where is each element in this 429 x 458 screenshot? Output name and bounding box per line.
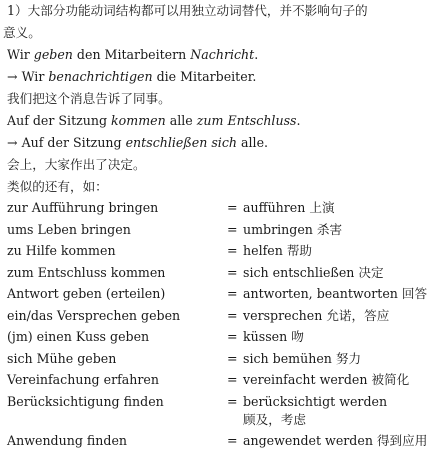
equals-sign: =: [227, 222, 238, 237]
pair-left: ein/das Versprechen geben: [7, 308, 181, 323]
pair-left: zur Aufführung bringen: [7, 200, 159, 215]
emphasis-noun: zum Entschluss: [196, 113, 297, 128]
emphasis-verb: entschließen sich: [125, 135, 238, 150]
pair-right: helfen 帮助: [243, 243, 313, 258]
pair-left: Vereinfachung erfahren: [7, 372, 159, 387]
pair-left: Antwort geben (erteilen): [7, 286, 166, 301]
intro-line-2: 意义。: [3, 25, 41, 40]
example-2-translation: 会上，大家作出了决定。: [7, 157, 146, 172]
pair-right: küssen 吻: [243, 329, 304, 344]
equals-sign: =: [227, 433, 238, 448]
pair-left: zu Hilfe kommen: [7, 243, 116, 258]
text-segment: Auf der Sitzung: [7, 113, 112, 128]
pair-left: Berücksichtigung finden: [7, 394, 164, 409]
text-segment: .: [296, 113, 301, 128]
pair-right-continuation: 顾及，考虑: [243, 412, 306, 427]
equals-sign: =: [227, 286, 238, 301]
pair-right: vereinfacht werden 被简化: [243, 372, 410, 387]
arrow-icon: →: [7, 69, 18, 84]
equals-sign: =: [227, 351, 238, 366]
pair-right: versprechen 允诺，答应: [243, 308, 390, 323]
pair-left: Anwendung finden: [7, 433, 128, 448]
equals-sign: =: [227, 243, 238, 258]
equals-sign: =: [227, 394, 238, 409]
equals-sign: =: [227, 265, 238, 280]
text-segment: die Mitarbeiter.: [152, 69, 257, 84]
text-segment: .: [254, 47, 259, 62]
example-1-german-sentence: [7, 47, 258, 63]
emphasis-noun: Nachricht: [190, 47, 255, 62]
equals-sign: =: [227, 372, 238, 387]
text-segment: den Mitarbeitern: [72, 47, 191, 62]
emphasis-verb: kommen: [111, 113, 166, 128]
example-2-rewrite: [7, 135, 268, 151]
text-segment: alle.: [237, 135, 269, 150]
example-1-rewrite: [7, 69, 256, 85]
text-segment: Wir: [7, 47, 34, 62]
pair-right: sich bemühen 努力: [243, 351, 362, 366]
example-2-german-sentence: [7, 113, 301, 129]
pair-right: antworten, beantworten 回答: [243, 286, 428, 301]
equals-sign: =: [227, 308, 238, 323]
equals-sign: =: [227, 200, 238, 215]
equals-sign: =: [227, 329, 238, 344]
pair-left: (jm) einen Kuss geben: [7, 329, 150, 344]
emphasis-verb: geben: [33, 47, 73, 62]
pair-right: berücksichtigt werden: [243, 394, 388, 409]
pair-right: umbringen 杀害: [243, 222, 343, 237]
pair-right: sich entschließen 决定: [243, 265, 384, 280]
pair-left: zum Entschluss kommen: [7, 265, 166, 280]
similar-heading: 类似的还有，如：: [7, 179, 108, 194]
pair-left: ums Leben bringen: [7, 222, 131, 237]
arrow-icon: →: [7, 135, 18, 150]
emphasis-verb: benachrichtigen: [48, 69, 153, 84]
pair-right: aufführen 上演: [243, 200, 335, 215]
text-segment: Auf der Sitzung: [21, 135, 126, 150]
intro-line-1: 1）大部分功能动词结构都可以用独立动词替代，并不影响句子的: [7, 3, 368, 18]
example-1-translation: 我们把这个消息告诉了同事。: [7, 91, 171, 106]
text-segment: Wir: [21, 69, 49, 84]
pair-right: angewendet werden 得到应用: [243, 433, 428, 448]
text-segment: alle: [165, 113, 197, 128]
pair-left: sich Mühe geben: [7, 351, 117, 366]
